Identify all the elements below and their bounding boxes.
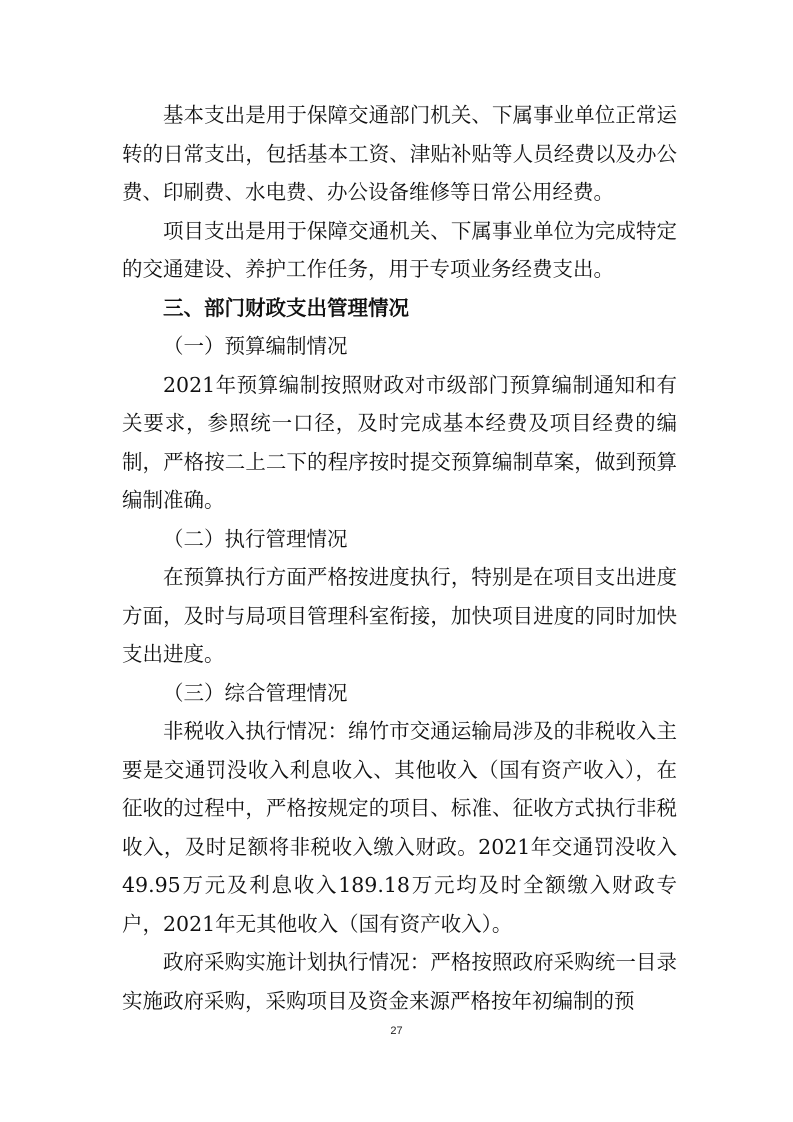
document-body	[122, 96, 677, 1020]
subheading-budget-preparation: （一）预算编制情况	[163, 334, 348, 358]
paragraph-non-tax-revenue: 非税收入执行情况：绵竹市交通运输局涉及的非税收入主要是交通罚没收入利息收入、其他收入（国有资产收入），在征收的过程中，严格按规定的项目、标准、征收方式执行非税收入，及时足额将非税收入缴入财政。2021年交通罚没收入49.95万元及利息收入189.18万元均及时全额缴入财政专户，2021年无其他收入（国有资产收入）。	[122, 719, 677, 936]
subheading-comprehensive-management: （三）综合管理情况	[163, 680, 348, 705]
paragraph-government-procurement: 政府采购实施计划执行情况：严格按照政府采购统一目录实施政府采购，采购项目及资金来源严格按年初编制的预	[122, 950, 677, 1013]
paragraph-budget-preparation: 2021年预算编制按照财政对市级部门预算编制通知和有关要求，参照统一口径，及时完成基本经费及项目经费的编制，严格按二上二下的程序按时提交预算编制草案，做到预算编制准确。	[122, 372, 677, 512]
paragraph-basic-expenditure: 基本支出是用于保障交通部门机关、下属事业单位正常运转的日常支出，包括基本工资、津贴补贴等人员经费以及办公费、印刷费、水电费、办公设备维修等日常公用经费。	[122, 103, 677, 204]
paragraph-execution-management: 在预算执行方面严格按进度执行，特别是在项目支出进度方面，及时与局项目管理科室衔接，加快项目进度的同时加快支出进度。	[122, 565, 677, 666]
page-number: 27	[390, 1025, 403, 1037]
subheading-execution-management: （二）执行管理情况	[163, 526, 348, 551]
paragraph-project-expenditure: 项目支出是用于保障交通机关、下属事业单位为完成特定的交通建设、养护工作任务，用于专项业务经费支出。	[122, 218, 677, 281]
section-heading-3: 三、部门财政支出管理情况	[163, 295, 409, 320]
